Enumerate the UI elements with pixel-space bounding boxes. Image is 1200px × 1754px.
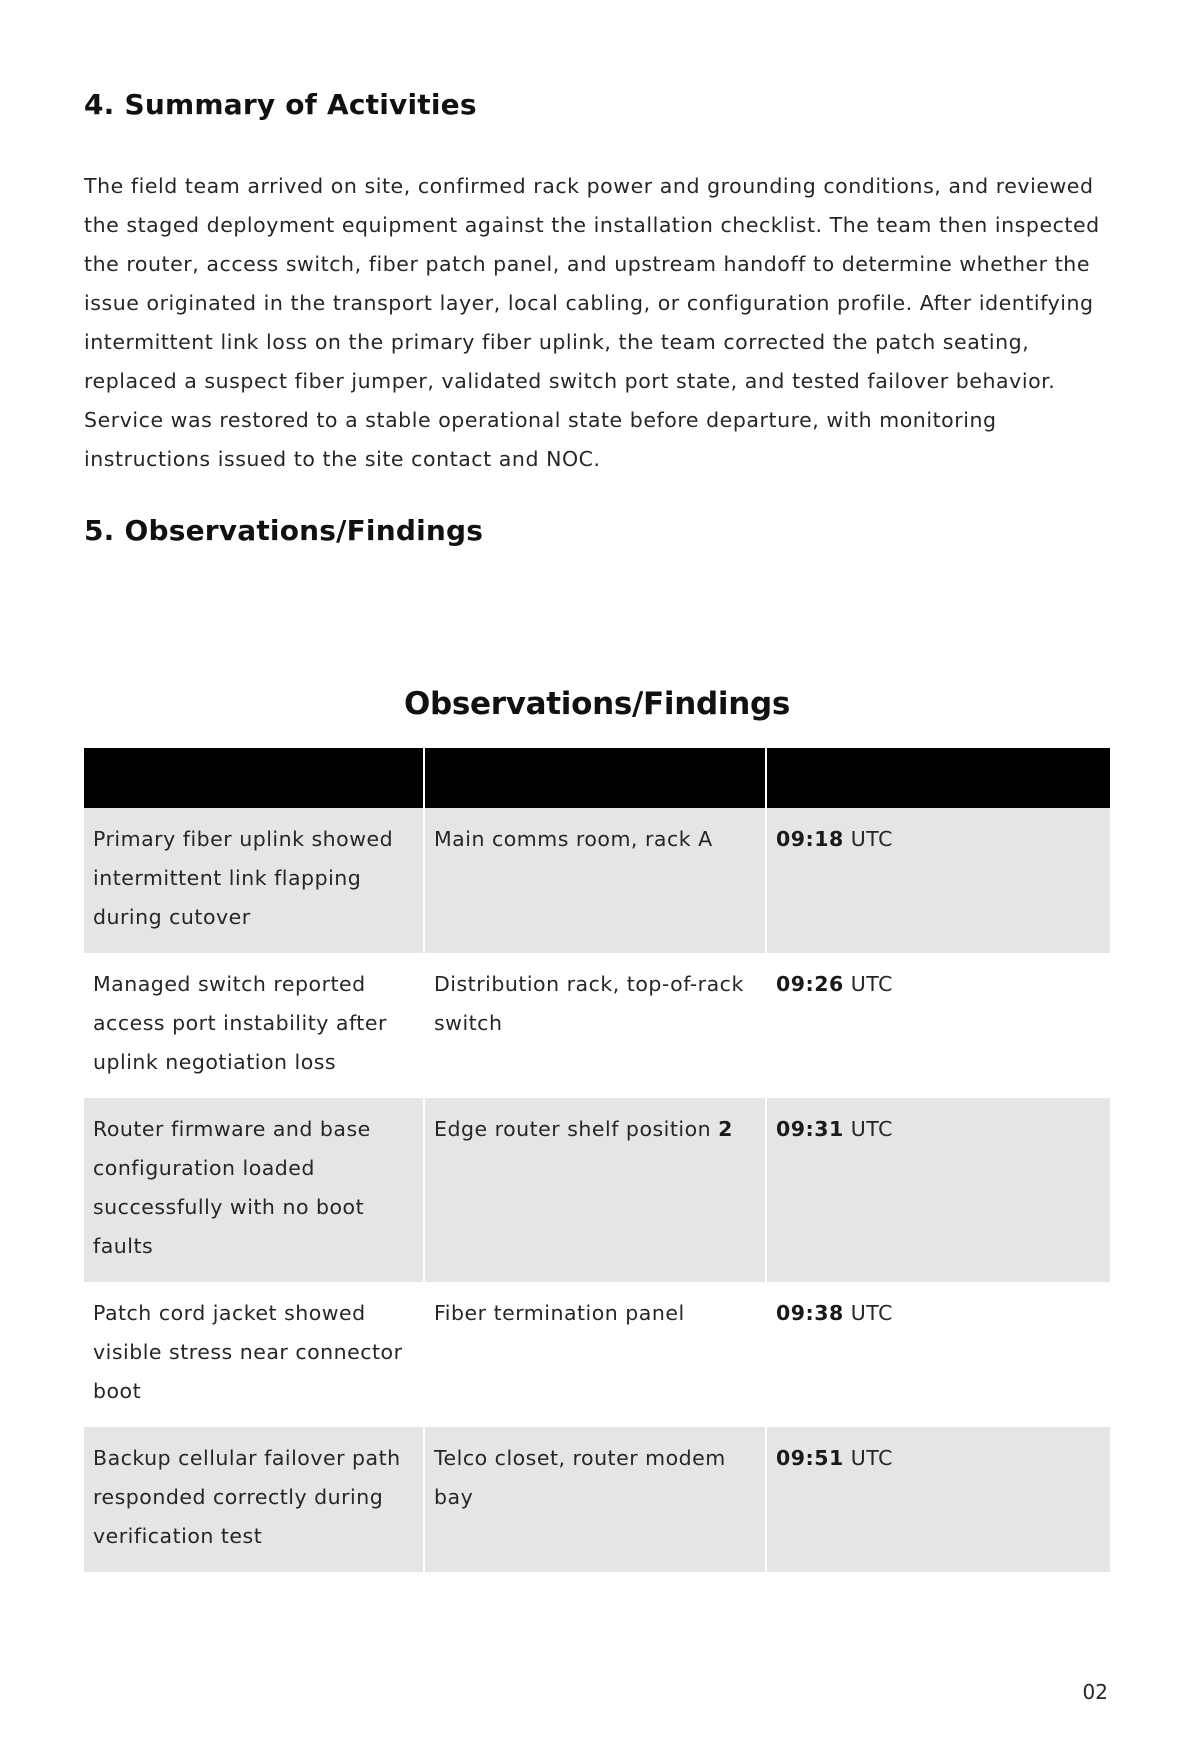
table-header-cell	[425, 748, 767, 808]
findings-heading: 5. Observations/Findings	[84, 514, 484, 547]
table-row	[84, 953, 1110, 1098]
table-header-cell	[767, 748, 1110, 808]
table-row	[84, 1427, 1110, 1572]
location-cell: Distribution rack, top-of-rack switch	[425, 953, 767, 1098]
table-row	[84, 1282, 1110, 1427]
page-number: 02	[1082, 1680, 1108, 1704]
time-value: 09:51	[776, 1446, 844, 1470]
time-value: 09:31	[776, 1117, 844, 1141]
time-value: 09:18	[776, 827, 844, 851]
time-value: 09:38	[776, 1301, 844, 1325]
location-cell	[425, 1098, 767, 1282]
timezone-label: UTC	[850, 827, 893, 851]
time-cell	[767, 953, 1110, 1098]
time-cell	[767, 1282, 1110, 1427]
timezone-label: UTC	[850, 972, 893, 996]
table-row	[84, 1098, 1110, 1282]
time-cell	[767, 1427, 1110, 1572]
finding-cell: Managed switch reported access port instability after uplink negotiation loss	[84, 953, 425, 1098]
timezone-label: UTC	[850, 1301, 893, 1325]
time-value: 09:26	[776, 972, 844, 996]
table-row	[84, 808, 1110, 953]
location-text: Edge router shelf position	[434, 1117, 719, 1141]
observations-table	[84, 748, 1110, 1572]
location-cell: Telco closet, router modem bay	[425, 1427, 767, 1572]
finding-cell: Router firmware and base configuration loaded successfully with no boot faults	[84, 1098, 425, 1282]
finding-cell: Patch cord jacket showed visible stress near connector boot	[84, 1282, 425, 1427]
finding-cell: Primary fiber uplink showed intermittent link flapping during cutover	[84, 808, 425, 953]
timezone-label: UTC	[850, 1446, 893, 1470]
table-header-row	[84, 748, 1110, 808]
time-cell	[767, 1098, 1110, 1282]
table-header-cell	[84, 748, 425, 808]
finding-cell: Backup cellular failover path responded correctly during verification test	[84, 1427, 425, 1572]
summary-heading: 4. Summary of Activities	[84, 88, 477, 121]
location-number: 2	[718, 1117, 733, 1141]
timezone-label: UTC	[850, 1117, 893, 1141]
location-cell: Main comms room, rack A	[425, 808, 767, 953]
time-cell	[767, 808, 1110, 953]
location-cell: Fiber termination panel	[425, 1282, 767, 1427]
table-title: Observations/Findings	[403, 686, 791, 722]
summary-paragraph: The field team arrived on site, confirmed rack power and grounding conditions, and reviewed the staged deployment equipment against the installation checklist. The team then inspected the router, access switch, fiber patch panel, and upstream handoff to determine whether the issue originated in the transport layer, local cabling, or configuration profile. After identifying intermittent link loss on the primary fiber uplink, the team corrected the patch seating, replaced a suspect fiber jumper, validated switch port state, and tested failover behavior. Service was restored to a stable operational state before departure, with monitoring instructions issued to the site contact and NOC.	[84, 174, 1100, 471]
